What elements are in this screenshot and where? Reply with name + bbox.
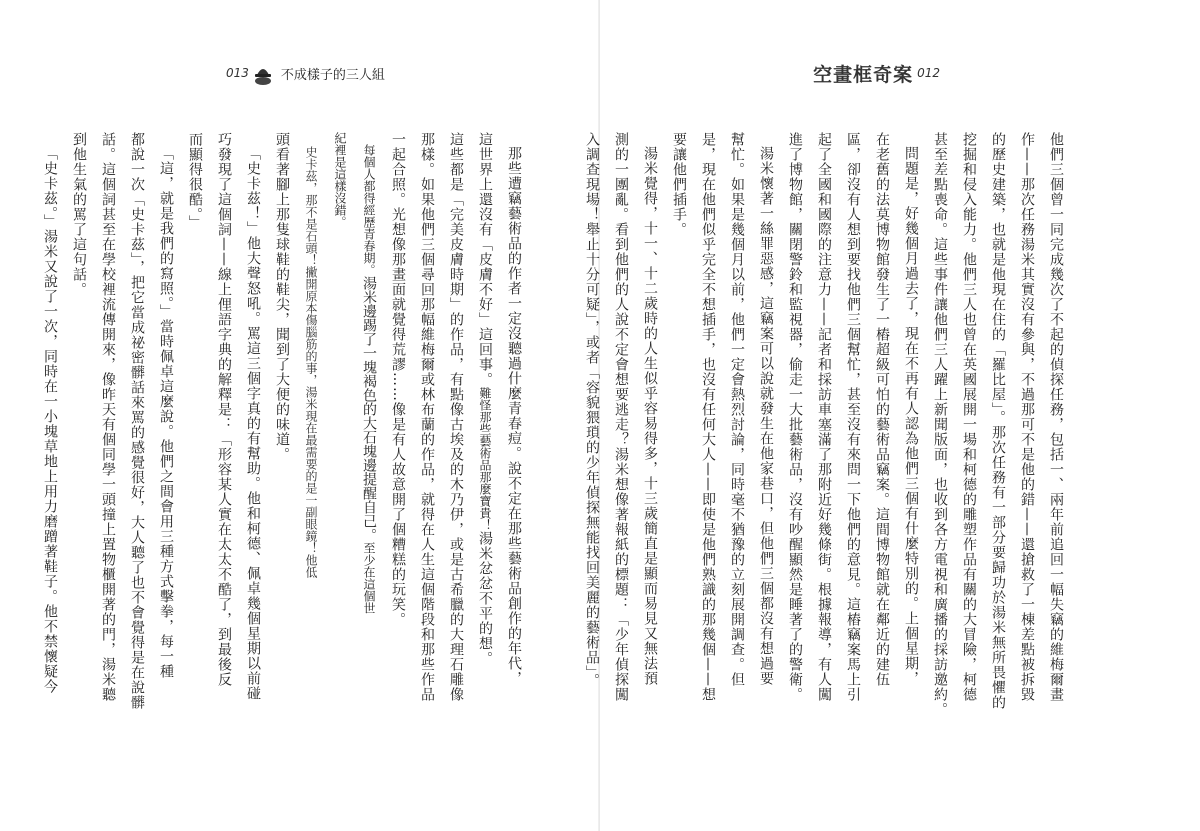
right-page-header [813,58,940,88]
text-line: 入調查現場！舉止十分可疑」，或者「容貌猥瑣的少年偵探無能找回美麗的藝術品」。 [584,132,600,688]
text-line: 湯米覺得，十一、十二歲時的人生似乎容易得多，十三歲簡直是顯而易見又無法預 [642,146,658,686]
text-line: 那樣。如果他們三個尋回那幅維梅爾或林布蘭的作品，就得在人生這個階段和那些作品 [419,132,435,702]
text-line: 史卡茲，那不是石頭！撇開原本傷腦筋的事，湯米現在最需要的是一副眼鏡！他低 [304,146,318,579]
detective-hat-icon [253,61,273,85]
text-line: 區，卻沒有人想到要找他們三個幫忙，甚至沒有來問一下他們的意見。這樁竊案馬上引 [845,132,861,702]
chapter-title: 不成樣子的三人組 [280,67,385,83]
text-line: 起了全國和國際的注意力——記者和採訪車塞滿了那附近好幾條街。根據報導，有人闖 [816,132,832,702]
text-line: 而顯得很酷。」 [187,132,203,230]
text-line: 測的一團亂。看到他們的人說不定會想要逃走？湯米想像著報紙的標題：「少年偵探闖 [613,132,629,702]
text-line: 作——那次任務湯米其實沒有參與，不過那可不是他的錯——還搶救了一棟差點被拆毀 [1019,132,1035,702]
book-title: 空畫框奇案 [813,63,914,86]
text-line: 的歷史建築，也就是他現在住的「羅比屋」。那次任務有一部分要歸功於湯米無所畏懼的 [990,132,1006,710]
text-line: 紀裡是這樣沒錯。 [333,132,347,228]
text-line: 幫忙。如果是幾個月以前，他們一定會熱烈討論，同時毫不猶豫的立刻展開調查。但 [729,132,745,687]
text-line: 「這，就是我們的寫照。」當時佩卓這麼說。他們之間會用三種方式擊拳，每一種 [158,146,174,679]
text-line: 「史卡茲。」湯米又說了一次，同時在一小塊草地上用力磨蹭著鞋子。他不禁懷疑今 [42,146,58,694]
left-page-body [42,132,528,722]
text-line: 巧發現了這個詞——線上俚語字典的解釋是：「形容某人實在太太不酷了，到最後反 [216,132,232,687]
text-line: 甚至差點喪命。這些事件讓他們三人躍上新聞版面，也收到各方電視和廣播的採訪邀約。 [932,132,948,717]
text-line: 在老舊的法莫博物館發生了一樁超級可怕的藝術品竊案。這間博物館就在鄰近的建伍 [874,132,890,687]
text-line: 那些遭竊藝術品的作者一定沒聽過什麼青春痘。說不定在那些藝術品創作的年代， [506,146,522,686]
right-page-number: 012 [917,66,940,80]
text-line: 這些都是「完美皮膚時期」的作品，有點像古埃及的木乃伊，或是古希臘的大理石雕像 [448,132,464,702]
text-line: 都說一次「史卡茲」，把它當成祕密髒話來罵的感覺很好，大人聽了也不會覺得是在說髒 [129,132,145,710]
left-page-number: 013 [226,66,249,80]
text-line: 到他生氣的罵了這句話。 [71,132,87,297]
text-line: 他們三個曾一同完成幾次了不起的偵探任務，包括一、兩年前追回一幅失竊的維梅爾畫 [1048,132,1064,702]
text-line: 湯米懷著一絲罪惡感，這竊案可以說就發生在他家巷口，但他們三個都沒有想過要 [758,146,774,686]
text-line: 問題是，好幾個月過去了，現在不再有人認為他們三個有什麼特別的。上個星期， [903,146,919,686]
left-page-header [226,58,385,88]
text-line: 要讓他們插手。 [671,132,687,237]
text-line: 話。這個詞甚至在學校裡流傳開來，像昨天有個同學一頭撞上置物櫃開著的門，湯米聽 [100,132,116,702]
text-line: 一起合照。光想像那畫面就覺得荒謬……像是有人故意開了個糟糕的玩笑。 [390,132,406,627]
text-line: 這世界上還沒有「皮膚不好」這回事。難怪那些藝術品那麼寶貴！湯米忿忿不平的想。 [477,132,493,666]
text-line: 「史卡茲！」他大聲怒吼。罵這三個字真的有幫助。他和柯德、佩卓幾個星期以前碰 [245,146,261,701]
text-line: 挖掘和侵入能力。他們三人也曾在英國展開一場和柯德的雕塑作品有關的大冒險，柯德 [961,132,977,702]
right-page-body [584,132,1070,722]
text-line: 每個人都得經歷青春期。湯米邊踢了一塊褐色的大石塊邊提醒自己。至少在這個世 [361,144,377,614]
text-line: 頭看著腳上那隻球鞋的鞋尖，聞到了大便的味道。 [274,132,290,462]
text-line: 是，現在他們似乎完全不想插手，也沒有任何大人——即使是他們熟識的那幾個——想 [700,132,716,702]
text-line: 進了博物館，關閉警鈴和監視器，偷走一大批藝術品，沒有吵醒顯然是睡著了的警衛。 [787,132,803,702]
